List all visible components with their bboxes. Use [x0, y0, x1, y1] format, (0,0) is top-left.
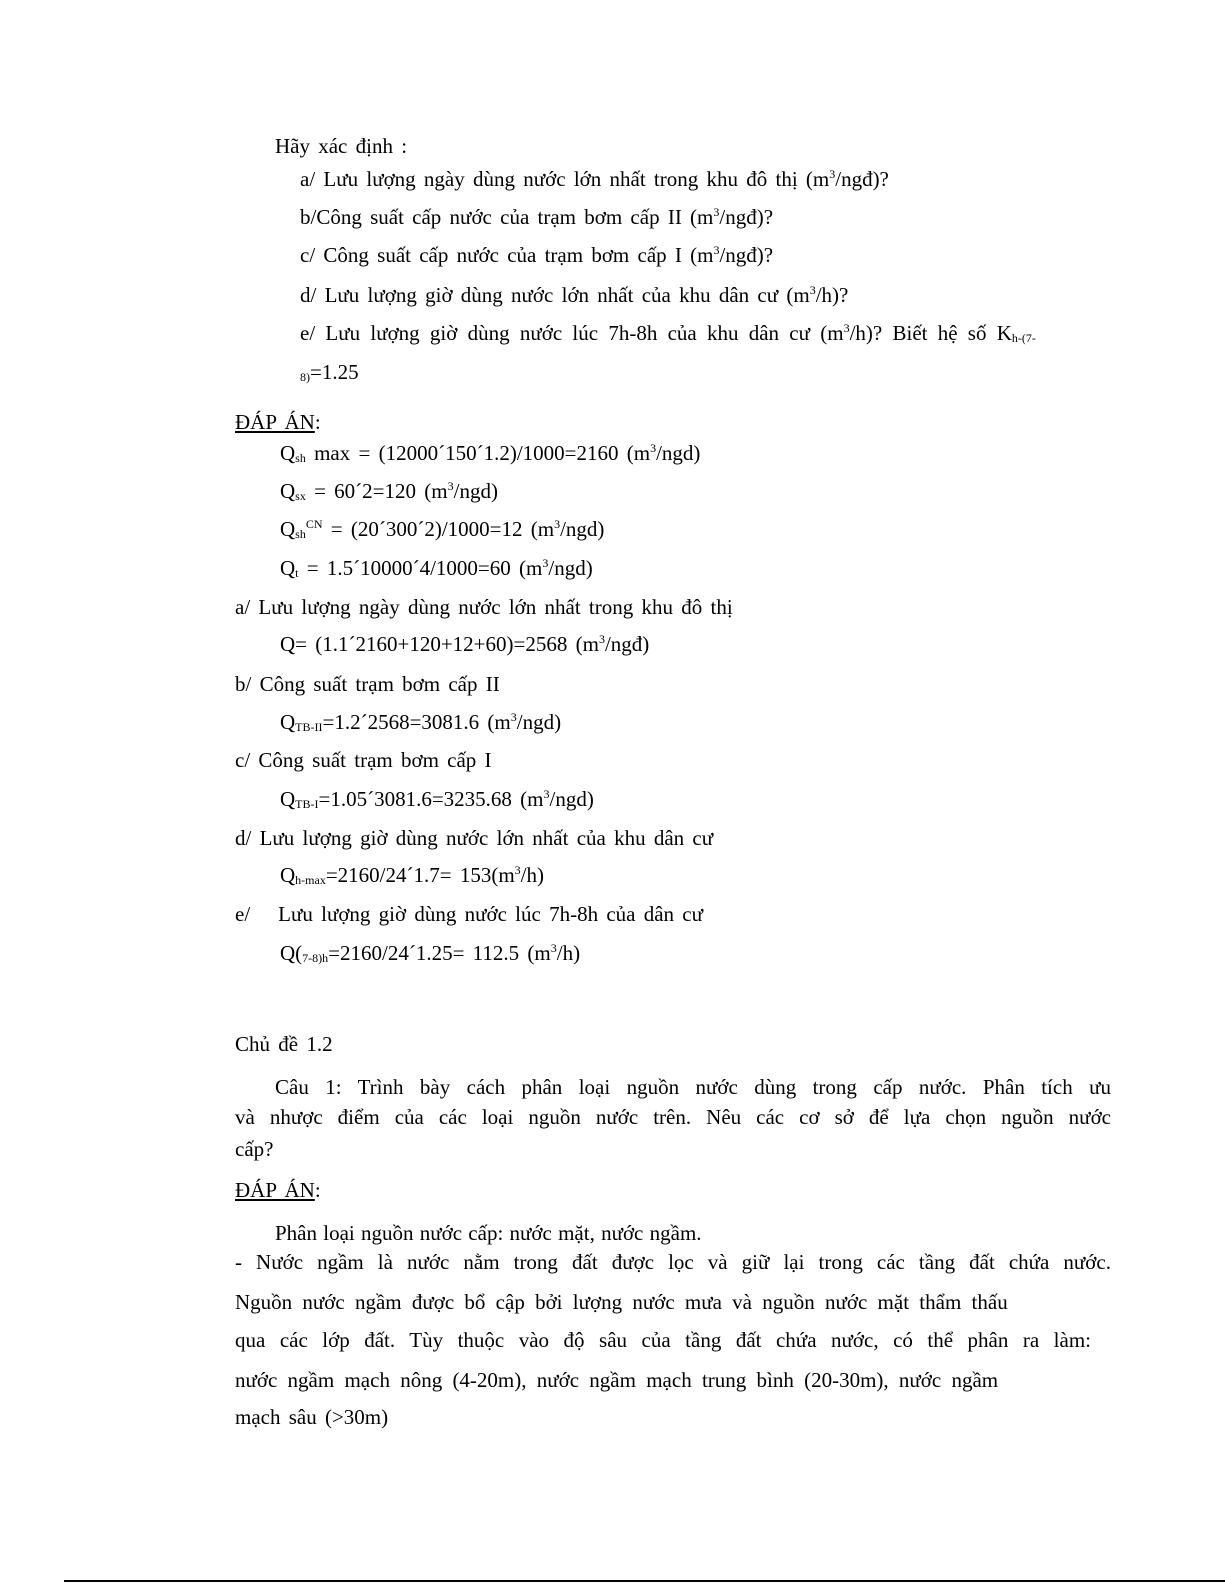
exponent: 3: [598, 632, 605, 646]
exponent: 3: [542, 556, 549, 570]
answer-e-text: Lưu lượng giờ dùng nước lúc 7h-8h của dân cư: [278, 902, 703, 926]
answer2-heading: [235, 1178, 321, 1202]
answer-a-formula: [280, 632, 649, 656]
exponent: 3: [550, 941, 557, 955]
question-e-text: e/ Lưu lượng giờ dùng nước lúc 7h-8h của khu dân cư (m: [300, 321, 844, 345]
q-symbol: Q: [280, 517, 296, 541]
unit-close: /h): [520, 863, 544, 887]
subscript: h-(7-: [1011, 331, 1036, 345]
question-b-text: b/Công suất cấp nước của trạm bơm cấp II (m: [300, 205, 714, 229]
exponent: 3: [510, 710, 517, 724]
exponent: 3: [554, 517, 561, 531]
q-symbol: Q: [280, 556, 296, 580]
subscript: t: [295, 566, 299, 580]
groundwater-line-4: nước ngầm mạch nông (4-20m), nước ngầm mạch trung bình (20-30m), nước ngầm: [235, 1368, 999, 1392]
subscript: h-max: [295, 873, 326, 887]
question-d: [300, 283, 848, 307]
answer-e-formula: [280, 941, 580, 965]
question-e-mid: /h)? Biết hệ số K: [849, 321, 1012, 345]
unit-close: /ngd): [549, 787, 594, 811]
formula-qsh: [280, 441, 700, 465]
answer-d-formula: [280, 863, 544, 887]
answer-b-formula: [280, 710, 561, 734]
subscript: TB-II: [295, 720, 323, 734]
cau1-line-2: và nhược điểm của các loại nguồn nước trên. Nêu các cơ sở để lựa chọn nguồn nước: [235, 1105, 1111, 1129]
unit-close: /ngd): [548, 556, 593, 580]
exponent: 3: [650, 441, 657, 455]
formula-text: =2160/24´1.7= 153(m: [325, 863, 515, 887]
answer-c-formula: [280, 787, 594, 811]
exponent: 3: [543, 787, 550, 801]
cau1-line-1: Câu 1: Trình bày cách phân loại nguồn nước dùng trong cấp nước. Phân tích ưu: [275, 1075, 1111, 1099]
q-symbol: Q: [280, 441, 296, 465]
subscript: sh: [295, 451, 306, 465]
unit-close: /ngd): [516, 710, 562, 734]
question-b: [300, 205, 773, 229]
footer-rule: [64, 1580, 1225, 1582]
subscript: sx: [295, 489, 306, 503]
groundwater-line-2: Nguồn nước ngầm được bổ cập bởi lượng nước mưa và nguồn nước mặt thẩm thấu: [235, 1290, 1008, 1314]
question-e-value: =1.25: [310, 360, 359, 384]
groundwater-line-5: mạch sâu (>30m): [235, 1405, 389, 1429]
question-intro: Hãy xác định :: [275, 134, 408, 158]
formula-text: = (20´300´2)/1000=12 (m: [322, 517, 555, 541]
formula-text: =1.05´3081.6=3235.68 (m: [318, 787, 544, 811]
q-symbol: Q(: [280, 941, 303, 965]
colon: :: [314, 1178, 321, 1202]
unit-close: /ngd): [560, 517, 605, 541]
formula-qsh-cn: [280, 517, 604, 541]
question-c-text: c/ Công suất cấp nước của trạm bơm cấp I (m: [300, 243, 714, 267]
subscript: sh: [295, 527, 306, 541]
classification-line: Phân loại nguồn nước cấp: nước mặt, nước ngầm.: [275, 1221, 702, 1245]
subscript: 8): [300, 370, 310, 384]
unit-close: /h): [556, 941, 581, 965]
subscript: TB-I: [295, 797, 319, 811]
question-a: [300, 167, 889, 191]
answer-heading-text: ĐÁP ÁN: [235, 410, 315, 434]
q-symbol: Q: [280, 710, 296, 734]
q-symbol: Q: [280, 863, 296, 887]
exponent: 3: [713, 205, 720, 219]
formula-qt: [280, 556, 593, 580]
formula-text: max = (12000´150´1.2)/1000=2160 (m: [305, 441, 651, 465]
groundwater-line-3: qua các lớp đất. Tùy thuộc vào độ sâu của tầng đất chứa nước, có thể phân ra làm:: [235, 1328, 1091, 1352]
answer-b-title: b/ Công suất trạm bơm cấp II: [235, 672, 500, 696]
answer-heading: [235, 410, 321, 434]
answer-d-title: d/ Lưu lượng giờ dùng nước lớn nhất của khu dân cư: [235, 826, 714, 850]
question-d-text: d/ Lưu lượng giờ dùng nước lớn nhất của khu dân cư (m: [300, 283, 810, 307]
cau1-line-3: cấp?: [235, 1137, 274, 1161]
superscript: CN: [305, 517, 323, 531]
formula-text: Q= (1.1´2160+120+12+60)=2568 (m: [280, 632, 599, 656]
unit-close: /ngd): [656, 441, 701, 465]
formula-text: =1.2´2568=3081.6 (m: [322, 710, 511, 734]
question-d-end: /h)?: [815, 283, 849, 307]
question-a-end: /ngđ)?: [835, 167, 889, 191]
formula-text: =2160/24´1.25= 112.5 (m: [328, 941, 551, 965]
answer-c-title: c/ Công suất trạm bơm cấp I: [235, 748, 492, 772]
formula-qsx: [280, 479, 498, 503]
q-symbol: Q: [280, 479, 296, 503]
exponent: 3: [809, 283, 816, 297]
question-a-text: a/ Lưu lượng ngày dùng nước lớn nhất trong khu đô thị (m: [300, 167, 830, 191]
answer-a-title: a/ Lưu lượng ngày dùng nước lớn nhất trong khu đô thị: [235, 595, 733, 619]
question-e-continued: [300, 360, 359, 384]
subscript: 7-8)h: [302, 951, 329, 965]
q-symbol: Q: [280, 787, 296, 811]
colon: :: [314, 410, 321, 434]
exponent: 3: [829, 167, 836, 181]
unit-close: /ngd): [453, 479, 498, 503]
topic-title: Chủ đề 1.2: [235, 1032, 333, 1056]
formula-text: = 60´2=120 (m: [305, 479, 448, 503]
exponent: 3: [514, 863, 521, 877]
exponent: 3: [447, 479, 454, 493]
question-b-end: /ngđ)?: [719, 205, 774, 229]
question-c-end: /ngđ)?: [719, 243, 774, 267]
answer2-heading-text: ĐÁP ÁN: [235, 1178, 315, 1202]
exponent: 3: [713, 243, 720, 257]
formula-text: = 1.5´10000´4/1000=60 (m: [298, 556, 543, 580]
question-e: [300, 321, 1036, 345]
groundwater-line-1: - Nước ngầm là nước nằm trong đất được lọc và giữ lại trong các tầng đất chứa nước.: [235, 1250, 1111, 1274]
unit-close: /ngđ): [604, 632, 650, 656]
exponent: 3: [843, 321, 850, 335]
answer-e-title: [235, 902, 703, 926]
question-c: [300, 243, 773, 267]
answer-e-prefix: e/: [235, 902, 251, 926]
